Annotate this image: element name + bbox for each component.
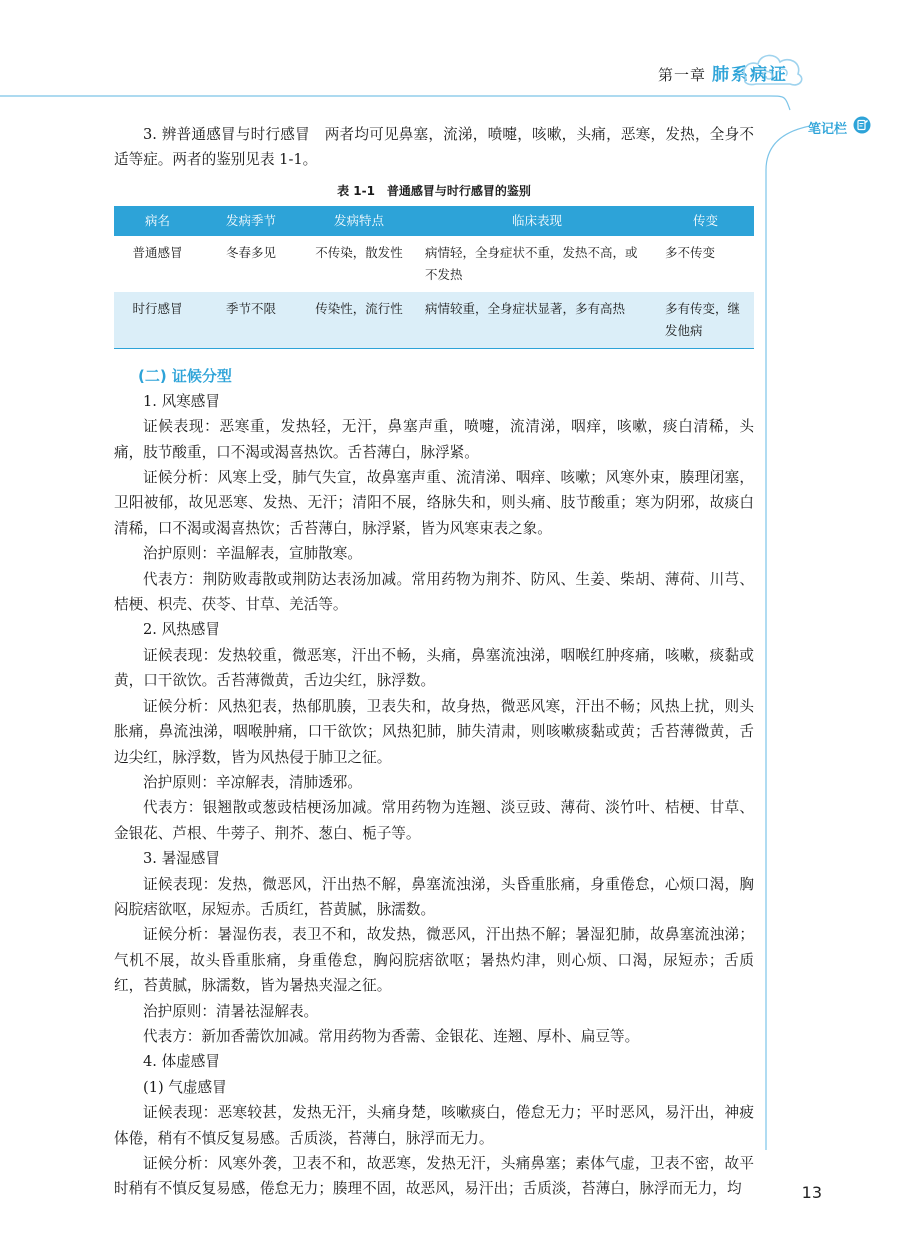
body-paragraph: 证候表现：发热，微恶风，汗出热不解，鼻塞流浊涕，头昏重胀痛，身重倦怠，心烦口渴，胸闷脘痞欲呕，尿短赤。舌质红，苔黄腻，脉濡数。 <box>114 875 754 918</box>
table-cell: 病情较重，全身症状显著，多有高热 <box>417 292 657 349</box>
notebook-pen-icon <box>853 116 871 134</box>
body-paragraph: 证候分析：暑湿伤表，表卫不和，故发热，微恶风，汗出热不解；暑湿犯肺，故鼻塞流浊涕；气机不展，故头昏重胀痛，身重倦怠，胸闷脘痞欲呕；暑热灼津，则心烦、口渴，尿短赤；舌质红，苔黄腻，脉濡数，皆为暑热夹湿之征。 <box>114 926 754 995</box>
body-paragraph: 代表方：银翘散或葱豉桔梗汤加减。常用药物为连翘、淡豆豉、薄荷、淡竹叶、桔梗、甘草、金银花、芦根、牛蒡子、荆芥、葱白、栀子等。 <box>114 799 754 842</box>
subheading: (1) 气虚感冒 <box>143 1078 227 1096</box>
body-paragraph: 代表方：荆防败毒散或荆防达表汤加减。常用药物为荆芥、防风、生姜、柴胡、薄荷、川芎、桔梗、枳壳、茯苓、甘草、羌活等。 <box>114 570 754 614</box>
table-cell: 不传染，散发性 <box>315 244 403 260</box>
column-header: 临床表现 <box>417 206 657 236</box>
body-paragraph: 治护原则：辛凉解表，清肺透邪。 <box>143 773 362 791</box>
body-paragraph: 证候分析：风热犯表，热郁肌腠，卫表失和，故身热，微恶风寒，汗出不畅；风热上扰，则头胀痛，鼻流浊涕，咽喉肿痛，口干欲饮；风热犯肺，肺失清肃，则咳嗽痰黏或黄；舌苔薄微黄，舌边尖红，脉浮数，皆为风热侵于肺卫之征。 <box>114 697 754 766</box>
chapter-number: 第一章 <box>657 66 706 84</box>
chapter-title: 肺系病证 <box>712 65 788 85</box>
section-heading: (二) 证候分型 <box>138 366 232 385</box>
body-paragraph: 证候表现：发热较重，微恶寒，汗出不畅，头痛，鼻塞流浊涕，咽喉红肿疼痛，咳嗽，痰黏或黄，口干欲饮。舌苔薄微黄，舌边尖红，脉浮数。 <box>114 646 754 690</box>
table-header-row <box>114 206 754 236</box>
table-cell: 时行感冒 <box>114 292 201 349</box>
body-paragraph: 证候表现：恶寒较甚，发热无汗，头痛身楚，咳嗽痰白，倦怠无力；平时恶风，易汗出，神疲体倦，稍有不慎反复易感。舌质淡，苔薄白，脉浮而无力。 <box>114 1104 754 1147</box>
table-row <box>114 292 754 349</box>
subheading: 4. 体虚感冒 <box>143 1053 220 1071</box>
comparison-table <box>114 206 754 349</box>
table-cell: 传染性，流行性 <box>301 292 417 349</box>
body-paragraph: 证候分析：风寒外袭，卫表不和，故恶寒，发热无汗，头痛鼻塞；素体气虚，卫表不密，故平时稍有不慎反复易感，倦怠无力；腠理不固，故恶风，易汗出；舌质淡，苔薄白，脉浮而无力，均 <box>114 1155 754 1198</box>
table-cell: 冬春多见 <box>225 244 276 260</box>
page-header <box>0 0 900 100</box>
table-cell: 多有传变，继发他病 <box>657 292 754 349</box>
body-paragraph: 证候表现：恶寒重，发热轻，无汗，鼻塞声重，喷嚏，流清涕，咽痒，咳嗽，痰白清稀，头痛，肢节酸重，口不渴或渴喜热饮。舌苔薄白，脉浮紧。 <box>114 418 754 461</box>
column-header: 发病季节 <box>201 206 301 236</box>
table-caption: 表 1-1 普通感冒与时行感冒的鉴别 <box>337 183 531 198</box>
body-paragraph: 代表方：新加香薷饮加减。常用药物为香薷、金银花、连翘、厚朴、扁豆等。 <box>143 1027 640 1045</box>
intro-paragraph: 3. 辨普通感冒与时行感冒 两者均可见鼻塞，流涕，喷嚏，咳嗽，头痛，恶寒，发热，全身不适等症。两者的鉴别见表 1-1。 <box>114 126 754 169</box>
body-paragraph: 治护原则：清暑祛湿解表。 <box>143 1002 319 1020</box>
column-header: 发病特点 <box>301 206 417 236</box>
body-paragraph: 治护原则：辛温解表，宣肺散寒。 <box>143 545 362 563</box>
table-cell: 季节不限 <box>201 292 301 349</box>
subheading: 1. 风寒感冒 <box>143 392 220 410</box>
page-content <box>114 122 754 1202</box>
subheading: 3. 暑湿感冒 <box>143 850 220 868</box>
table-row <box>114 236 754 292</box>
table-cell: 多不传变 <box>665 244 716 260</box>
body-paragraph: 证候分析：风寒上受，肺气失宣，故鼻塞声重、流清涕、咽痒、咳嗽；风寒外束，腠理闭塞，卫阳被郁，故见恶寒、发热、无汗；清阳不展，络脉失和，则头痛、肢节酸重；寒为阴邪，故痰白清稀，口不渴或渴喜热饮；舌苔薄白，脉浮紧，皆为风寒束表之象。 <box>114 469 754 537</box>
subheading: 2. 风热感冒 <box>143 621 220 639</box>
column-header: 病名 <box>114 206 201 236</box>
page-number: 13 <box>801 1183 822 1202</box>
table-cell: 病情轻，全身症状不重，发热不高，或不发热 <box>425 244 638 282</box>
column-header: 传变 <box>657 206 754 236</box>
notes-column-label: 笔记栏 <box>808 122 848 137</box>
table-cell: 普通感冒 <box>132 244 183 260</box>
cloud-ornament-icon <box>738 48 808 90</box>
